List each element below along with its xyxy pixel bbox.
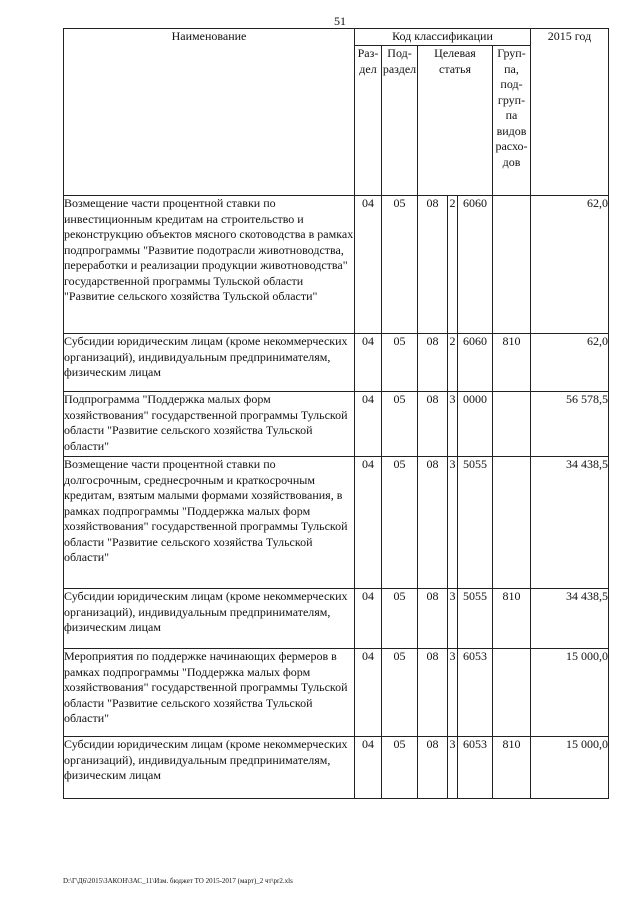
row-target-subprogram-cell: 3 [448,392,458,457]
table-row [64,737,609,799]
row-subsection-cell: 05 [382,589,418,649]
row-expense-group-cell [493,392,531,457]
table-row [64,334,609,392]
row-amount-cell: 62,0 [531,334,609,392]
row-target-program-cell: 08 [418,649,448,737]
row-subsection-cell: 05 [382,649,418,737]
row-expense-group-cell: 810 [493,737,531,799]
row-subsection-cell: 05 [382,334,418,392]
header-subsection: Под- раздел [382,46,418,196]
row-target-direction-cell: 5055 [458,589,493,649]
table-row [64,392,609,457]
row-expense-group-cell [493,196,531,334]
header-section: Раз- дел [355,46,382,196]
row-section-cell: 04 [355,196,382,334]
row-amount-cell: 15 000,0 [531,649,609,737]
row-subsection-cell: 05 [382,196,418,334]
budget-table [63,28,609,799]
header-year: 2015 год [531,29,609,196]
row-section-cell: 04 [355,392,382,457]
header-target-article: Целевая статья [418,46,493,196]
row-name-cell: Возмещение части процентной ставки по инвестиционным кредитам на строительство и реконструкцию объектов мясного скотоводства в рамках подпрограммы "Развитие подотрасли животноводства, переработки и реализации продукции животноводства" государственной программы Тульской области "Развитие сельского хозяйства Тульской области" [64,196,355,334]
row-subsection-cell: 05 [382,457,418,589]
row-expense-group-cell: 810 [493,589,531,649]
row-target-subprogram-cell: 3 [448,589,458,649]
row-name-cell: Субсидии юридическим лицам (кроме некоммерческих организаций), индивидуальным предпринимателям, физическим лицам [64,334,355,392]
row-target-program-cell: 08 [418,334,448,392]
row-name-cell: Субсидии юридическим лицам (кроме некоммерческих организаций), индивидуальным предпринимателям, физическим лицам [64,737,355,799]
row-target-subprogram-cell: 3 [448,457,458,589]
row-name-cell: Подпрограмма "Поддержка малых форм хозяйствования" государственной программы Тульской области "Развитие сельского хозяйства Тульской области" [64,392,355,457]
row-amount-cell: 15 000,0 [531,737,609,799]
footer-file-path: D:\Г\Д6\2015\ЗАКОН\ЗАС_11\Изм. бюджет ТО 2015-2017 (март)_2 чт\pr2.xls [63,877,293,885]
row-target-program-cell: 08 [418,392,448,457]
row-amount-cell: 62,0 [531,196,609,334]
row-target-program-cell: 08 [418,589,448,649]
row-expense-group-cell: 810 [493,334,531,392]
row-target-subprogram-cell: 2 [448,196,458,334]
row-expense-group-cell [493,649,531,737]
page-number: 51 [334,14,346,28]
row-target-direction-cell: 0000 [458,392,493,457]
row-name-cell: Возмещение части процентной ставки по долгосрочным, среднесрочным и краткосрочным кредитам, взятым малыми формами хозяйствования, в рамках подпрограммы "Поддержка малых форм хозяйствования" государственной программы Тульской области "Развитие сельского хозяйства Тульской области" [64,457,355,589]
row-target-program-cell: 08 [418,457,448,589]
table-row [64,196,609,334]
row-target-direction-cell: 6060 [458,334,493,392]
row-name-cell: Субсидии юридическим лицам (кроме некоммерческих организаций), индивидуальным предпринимателям, физическим лицам [64,589,355,649]
row-section-cell: 04 [355,457,382,589]
row-amount-cell: 56 578,5 [531,392,609,457]
row-target-direction-cell: 6060 [458,196,493,334]
row-section-cell: 04 [355,737,382,799]
row-amount-cell: 34 438,5 [531,589,609,649]
row-expense-group-cell [493,457,531,589]
row-target-subprogram-cell: 3 [448,737,458,799]
table-row [64,457,609,589]
row-target-direction-cell: 6053 [458,649,493,737]
header-expense-group: Груп- па, под- груп- па видов расхо- дов [493,46,531,196]
row-subsection-cell: 05 [382,392,418,457]
row-target-program-cell: 08 [418,196,448,334]
header-name: Наименование [64,29,355,196]
table-row [64,589,609,649]
row-target-subprogram-cell: 3 [448,649,458,737]
header-classification-code: Код классификации [355,29,531,46]
row-name-cell: Мероприятия по поддержке начинающих фермеров в рамках подпрограммы "Поддержка малых форм хозяйствования" государственной программы Тульской области "Развитие сельского хозяйства Тульской области" [64,649,355,737]
row-subsection-cell: 05 [382,737,418,799]
row-section-cell: 04 [355,334,382,392]
row-section-cell: 04 [355,649,382,737]
row-section-cell: 04 [355,589,382,649]
row-target-program-cell: 08 [418,737,448,799]
row-target-direction-cell: 6053 [458,737,493,799]
row-target-direction-cell: 5055 [458,457,493,589]
row-target-subprogram-cell: 2 [448,334,458,392]
row-amount-cell: 34 438,5 [531,457,609,589]
table-row [64,649,609,737]
